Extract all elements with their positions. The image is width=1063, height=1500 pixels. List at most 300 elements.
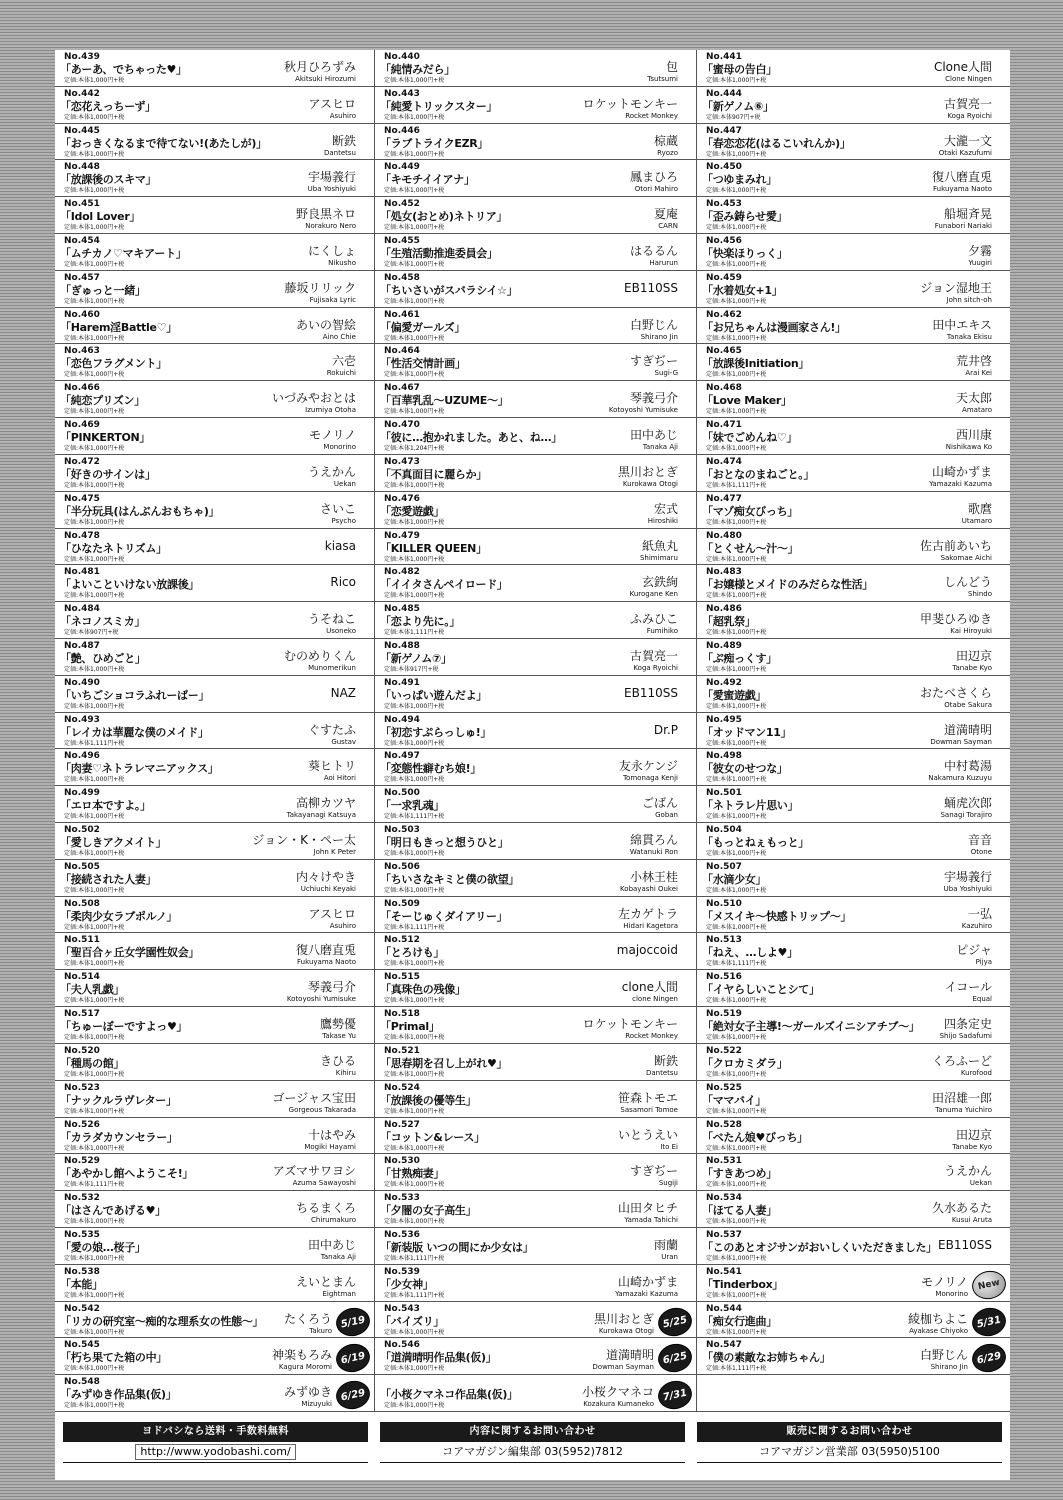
book-entry — [375, 713, 697, 750]
book-price: 定価:本体1,000円+税 — [706, 518, 767, 526]
book-entry — [375, 308, 697, 345]
book-author: 田中あじ — [307, 1237, 356, 1252]
book-price: 定価:本体1,111円+税 — [384, 923, 445, 931]
book-number: No.478 — [64, 530, 100, 541]
book-price: 定価:本体1,000円+税 — [384, 408, 445, 416]
book-price: 定価:本体907円+税 — [706, 113, 761, 121]
book-entry — [375, 1191, 697, 1228]
book-author-romaji: Rocket Monkey — [625, 111, 678, 120]
book-author: 山崎かずま — [931, 464, 992, 479]
book-author-romaji: Ayakase Chiyoko — [909, 1326, 968, 1335]
book-author-romaji: Watanuki Ron — [629, 848, 678, 857]
book-price: 定価:本体1,000円+税 — [64, 555, 125, 563]
book-number: No.502 — [64, 825, 100, 836]
book-author-romaji: Tomonaga Kenji — [622, 774, 678, 783]
book-number: No.534 — [706, 1193, 742, 1204]
book-author-romaji: Yamazaki Kazuma — [615, 1289, 678, 1298]
book-entry — [55, 602, 375, 639]
yodobashi-url-line — [63, 1442, 368, 1463]
book-number: No.480 — [706, 530, 742, 541]
book-number: No.449 — [384, 162, 420, 173]
book-entry — [375, 160, 697, 197]
book-author: 田沼雄一郎 — [931, 1090, 992, 1105]
book-entry — [697, 1228, 1010, 1265]
book-author-romaji: Asuhiro — [329, 111, 356, 120]
book-author-romaji: Izumiya Otoha — [305, 406, 356, 415]
book-title: 「エロ本ですよ。」 — [60, 799, 151, 813]
book-entry — [375, 197, 697, 234]
book-title: 「愛しきアクメイト」 — [60, 836, 167, 850]
book-entry — [375, 860, 697, 897]
book-entry — [55, 1044, 375, 1081]
book-entry — [375, 786, 697, 823]
book-author-romaji: Ito Ei — [660, 1142, 678, 1151]
book-author: ゴージャス宝田 — [272, 1090, 356, 1105]
book-price: 定価:本体1,000円+税 — [384, 297, 445, 305]
book-author: 歌麿 — [967, 501, 992, 516]
book-price: 定価:本体1,000円+税 — [384, 702, 445, 710]
book-price: 定価:本体1,000円+税 — [64, 334, 125, 342]
book-price: 定価:本体1,000円+税 — [64, 297, 125, 305]
book-number: No.538 — [64, 1266, 100, 1277]
book-title: 「ひなたネトリズム」 — [60, 541, 167, 555]
book-entry — [375, 970, 697, 1007]
book-number: No.482 — [384, 567, 420, 578]
book-author: いづみやおとは — [271, 391, 356, 406]
book-number: No.464 — [384, 346, 420, 357]
book-price: 定価:本体1,000円+税 — [384, 481, 445, 489]
book-number: No.521 — [384, 1045, 420, 1056]
book-number: No.516 — [706, 972, 742, 983]
book-number: No.532 — [64, 1193, 100, 1204]
book-author: 綿貫ろん — [629, 833, 678, 848]
book-author-romaji: Clone Ningen — [945, 75, 992, 83]
book-author: majoccoid — [616, 943, 678, 958]
book-number: No.547 — [706, 1340, 742, 1351]
book-author: えいとまん — [295, 1274, 356, 1289]
book-author: 小桜クマネコ — [581, 1385, 654, 1400]
book-title: 「あーあ、でちゃった♥」 — [60, 63, 187, 76]
book-entry — [697, 455, 1010, 492]
book-author-romaji: Fukuyama Naoto — [933, 185, 992, 194]
book-author: アスヒロ — [308, 96, 356, 111]
book-author-romaji: Arai Kei — [965, 369, 992, 378]
book-entry — [55, 1081, 375, 1118]
book-entry — [55, 565, 375, 602]
book-price: 定価:本体1,000円+税 — [64, 187, 125, 195]
book-number: No.463 — [64, 346, 100, 357]
book-title: 「純恋プリズン」 — [60, 394, 145, 408]
book-entry — [375, 749, 697, 786]
book-author-romaji: Funabori Nariaki — [934, 222, 992, 231]
book-author-romaji: Tanabe Kyo — [952, 1142, 992, 1151]
book-author: 大瀧一文 — [943, 133, 992, 148]
book-title: 「恋愛遊戯」 — [380, 504, 445, 518]
release-date-badge: 7/31 — [655, 1378, 694, 1412]
book-author-romaji: Koga Ryoichi — [947, 111, 992, 120]
book-number: No.542 — [64, 1303, 100, 1314]
book-price: 定価:本体1,111円+税 — [64, 1181, 125, 1189]
book-entry — [375, 492, 697, 529]
book-number: No.529 — [64, 1156, 100, 1167]
book-author: 山崎かずま — [617, 1274, 678, 1289]
book-entry — [375, 271, 697, 308]
book-author-romaji: Chirumakuro — [311, 1216, 356, 1225]
book-number: No.456 — [706, 236, 742, 247]
book-title: 「聖百合ヶ丘女学園性奴会」 — [60, 946, 200, 960]
yodobashi-label: ヨドバシなら送料・手数料無料 — [63, 1422, 368, 1442]
book-title: 「不真面目に麗らか」 — [380, 467, 487, 481]
book-entry — [55, 308, 375, 345]
book-entry — [375, 1265, 697, 1302]
book-author: 宇場義行 — [943, 869, 992, 884]
book-number: No.510 — [706, 898, 742, 909]
book-entry — [375, 50, 697, 87]
book-title: 「そーじゅくダイアリー」 — [380, 909, 508, 923]
book-title: 「KILLER QUEEN」 — [380, 541, 487, 555]
book-author-romaji: Uchiuchi Keyaki — [300, 884, 356, 893]
book-entry — [697, 565, 1010, 602]
book-title: 「好きのサインは」 — [60, 467, 156, 481]
book-entry — [55, 897, 375, 934]
book-price: 定価:本体1,111円+税 — [706, 481, 767, 489]
book-author: 断鉄 — [653, 1053, 678, 1068]
book-author-romaji: Rocket Monkey — [625, 1032, 678, 1041]
book-author-romaji: Monorino — [935, 1289, 968, 1298]
book-author-romaji: Psycho — [331, 516, 356, 525]
book-title: 「べたん娘♥びっち」 — [702, 1130, 808, 1144]
book-title: 「よいこといけない放課後」 — [60, 578, 200, 592]
book-author-romaji: Monorino — [323, 443, 356, 452]
book-author-romaji: Takuro — [309, 1326, 332, 1335]
book-author: Rico — [330, 575, 356, 590]
book-entry — [55, 418, 375, 455]
book-price: 定価:本体1,000円+税 — [384, 113, 445, 121]
book-number: No.530 — [384, 1156, 420, 1167]
book-price: 定価:本体1,000円+税 — [706, 702, 767, 710]
book-entry — [697, 344, 1010, 381]
book-author: 黒川おとぎ — [593, 1311, 654, 1326]
book-number: No.509 — [384, 898, 420, 909]
book-number: No.484 — [64, 604, 100, 615]
book-author-romaji: Ryozo — [657, 148, 678, 157]
book-title: 「変態性癖むち娘!」 — [380, 762, 482, 776]
book-author: 高柳カツヤ — [295, 796, 356, 811]
book-title: 「Tinderbox」 — [702, 1277, 784, 1291]
book-number: No.520 — [64, 1045, 100, 1056]
book-entry — [375, 933, 697, 970]
book-entry — [55, 529, 375, 566]
book-list-grid — [55, 50, 1010, 1412]
book-number: No.444 — [706, 88, 742, 99]
book-author: すぎぢー — [629, 1164, 678, 1179]
book-author: 野良黒ネロ — [295, 207, 356, 222]
book-title: 「絶対女子主導!～ガールズイニシアチブ～」 — [702, 1020, 920, 1034]
book-entry — [697, 381, 1010, 418]
book-price: 定価:本体1,000円+税 — [706, 445, 767, 453]
book-author: さいこ — [319, 501, 356, 516]
book-author: うえかん — [943, 1164, 992, 1179]
book-title: 「イヤらしいことシて」 — [702, 983, 820, 997]
book-title: 「クロカミダラ」 — [702, 1056, 788, 1070]
book-number: No.524 — [384, 1082, 420, 1093]
book-author: 夕霧 — [967, 244, 992, 259]
book-author: すぎぢー — [629, 354, 678, 369]
book-author: 宏式 — [653, 501, 678, 516]
book-price: 定価:本体1,000円+税 — [384, 1365, 445, 1373]
book-author-romaji: Harurun — [649, 259, 678, 268]
book-entry — [375, 565, 697, 602]
book-author-romaji: Aoi Hitori — [323, 774, 356, 783]
book-author: モノリノ — [921, 1274, 968, 1289]
book-author: Dr.P — [653, 722, 678, 737]
book-author: ロケットモンキー — [582, 96, 678, 111]
book-number: No.501 — [706, 788, 742, 799]
book-title: 「本能」 — [60, 1277, 103, 1291]
book-price: 定価:本体1,000円+税 — [64, 1291, 125, 1299]
book-author-romaji: Kurokawa Otogi — [622, 479, 678, 488]
book-price: 定価:本体1,000円+税 — [706, 1070, 767, 1078]
book-price: 定価:本体1,000円+税 — [64, 518, 125, 526]
book-price: 定価:本体1,000円+税 — [64, 1107, 125, 1115]
book-entry — [375, 1154, 697, 1191]
book-number: No.487 — [64, 640, 100, 651]
book-entry — [697, 786, 1010, 823]
book-number: No.457 — [64, 272, 100, 283]
book-title: 「すきあつめ」 — [702, 1167, 777, 1181]
book-author: 荒井啓 — [955, 354, 992, 369]
book-price: 定価:本体1,000円+税 — [384, 960, 445, 968]
book-price: 定価:本体1,000円+税 — [706, 1107, 767, 1115]
book-title: 「ちいさいがスバラシイ☆」 — [380, 283, 518, 297]
book-price: 定価:本体1,000円+税 — [64, 813, 125, 821]
book-title: 「オッドマン11」 — [702, 725, 792, 739]
book-price: 定価:本体1,000円+税 — [64, 1218, 125, 1226]
book-price: 定価:本体1,000円+税 — [64, 1402, 125, 1410]
book-price: 定価:本体1,000円+税 — [64, 1365, 125, 1373]
book-price: 定価:本体1,000円+税 — [64, 960, 125, 968]
book-entry — [375, 234, 697, 271]
book-price: 定価:本体1,000円+税 — [384, 334, 445, 342]
book-price: 定価:本体1,000円+税 — [64, 850, 125, 858]
book-title: 「とろけも」 — [380, 946, 445, 960]
book-number: No.467 — [384, 383, 420, 394]
book-author-romaji: Koga Ryoichi — [633, 663, 678, 672]
book-author: 田辺京 — [955, 648, 992, 663]
book-author-romaji: Kurokawa Otogi — [598, 1326, 654, 1335]
book-entry — [55, 197, 375, 234]
book-price: 定価:本体1,000円+税 — [384, 1144, 445, 1152]
book-price: 定価:本体1,000円+税 — [64, 150, 125, 158]
book-number: No.442 — [64, 88, 100, 99]
book-entry — [55, 344, 375, 381]
book-author: ふみひこ — [629, 612, 678, 627]
book-author: 椋蔵 — [653, 133, 678, 148]
book-title: 「艶、ひめごと」 — [60, 651, 146, 665]
book-author: 白野じん — [629, 317, 678, 332]
book-title: 「いちごショコラふれーばー」 — [60, 688, 210, 702]
book-price: 定価:本体1,000円+税 — [64, 371, 125, 379]
book-author-romaji: clone Ningen — [632, 995, 678, 1004]
book-entry — [375, 1118, 697, 1155]
book-entry — [375, 1007, 697, 1044]
book-entry — [697, 897, 1010, 934]
book-author: ごばん — [641, 796, 678, 811]
book-author: EB110SS — [624, 685, 678, 700]
book-entry — [697, 492, 1010, 529]
book-title: 「肉妻♡ネトラレマニアックス」 — [60, 762, 219, 776]
book-price: 定価:本体1,204円+税 — [384, 445, 445, 453]
book-number: No.489 — [706, 640, 742, 651]
book-author: 道満晴明 — [943, 722, 992, 737]
book-number: No.548 — [64, 1377, 100, 1388]
book-number: No.439 — [64, 52, 100, 62]
book-number: No.514 — [64, 972, 100, 983]
book-title: 「生殖活動推進委員会」 — [380, 247, 498, 261]
book-author: うえかん — [307, 464, 356, 479]
book-number: No.492 — [706, 677, 742, 688]
book-price: 定価:本体1,111円+税 — [384, 629, 445, 637]
book-author-romaji: Fujisaka Lyric — [309, 295, 356, 304]
book-author-romaji: John K Peter — [313, 848, 356, 857]
book-author-romaji: Kozakura Kumaneko — [583, 1400, 654, 1409]
book-price: 定価:本体1,000円+税 — [706, 408, 767, 416]
book-author: 黒川おとぎ — [617, 464, 678, 479]
book-author-romaji: Tanaka Aji — [642, 443, 678, 452]
book-title: 「Primal」 — [380, 1020, 440, 1034]
book-entry — [697, 1044, 1010, 1081]
book-author: 田中エキス — [932, 317, 992, 332]
book-number: No.493 — [64, 714, 100, 725]
book-author-romaji: Otori Mahiro — [634, 185, 678, 194]
book-entry — [697, 271, 1010, 308]
book-author: みずゆき — [283, 1385, 332, 1400]
book-title: 「水滴少女」 — [702, 872, 767, 886]
book-author: ロケットモンキー — [582, 1017, 678, 1032]
book-title: 「新ゲノム⑥」 — [702, 99, 774, 113]
book-author: 古賀亮一 — [943, 96, 992, 111]
book-author-romaji: Yuugiri — [968, 259, 992, 268]
book-entry — [375, 676, 697, 713]
book-entry — [375, 1302, 697, 1339]
book-price: 定価:本体1,000円+税 — [706, 997, 767, 1005]
book-title: 「愛の娘…桜子」 — [60, 1240, 146, 1254]
book-entry — [55, 87, 375, 124]
book-author: 白野じん — [919, 1348, 968, 1363]
book-price: 定価:本体1,000円+税 — [384, 224, 445, 232]
book-price: 定価:本体1,000円+税 — [64, 665, 125, 673]
book-author: 道満晴明 — [605, 1348, 654, 1363]
book-author-romaji: Kurogane Ken — [629, 590, 678, 599]
book-price: 定価:本体1,111円+税 — [64, 739, 125, 747]
book-title: 「愛蜜遊戯」 — [702, 688, 767, 702]
book-title: 「バイズリ」 — [380, 1314, 445, 1328]
yodobashi-url-link[interactable]: http://www.yodobashi.com/ — [135, 1444, 295, 1460]
book-title: 「ぷ痴っくす」 — [702, 651, 777, 665]
book-number: No.471 — [706, 420, 742, 431]
book-author: 田中あじ — [629, 428, 678, 443]
book-number: No.445 — [64, 125, 100, 136]
book-title: 「マゾ痴女びっち」 — [702, 504, 798, 518]
book-price: 定価:本体1,000円+税 — [706, 592, 767, 600]
book-price: 定価:本体1,000円+税 — [706, 1254, 767, 1262]
book-entry — [697, 308, 1010, 345]
book-author: きひる — [319, 1053, 356, 1068]
book-price: 定価:本体1,000円+税 — [64, 445, 125, 453]
book-author: ジョン・K・ペー太 — [252, 833, 356, 848]
book-author: 包 — [665, 60, 678, 74]
book-author-romaji: Kotoyoshi Yumisuke — [608, 406, 678, 415]
book-entry — [697, 50, 1010, 87]
book-price: 定価:本体1,000円+税 — [384, 1218, 445, 1226]
book-title: 「恋より先に。」 — [380, 615, 461, 629]
book-number: No.500 — [384, 788, 420, 799]
book-author: くろふーど — [931, 1053, 992, 1068]
book-number: No.506 — [384, 861, 420, 872]
book-entry — [55, 50, 375, 87]
book-author-romaji: Norakuro Nero — [305, 222, 356, 231]
book-author-romaji: Tanuma Yuichiro — [935, 1105, 992, 1114]
footer — [55, 1414, 1010, 1480]
book-author: 小林王桂 — [629, 869, 678, 884]
book-author: おたべさくら — [919, 685, 992, 700]
book-title: 「道満晴明作品集(仮)」 — [380, 1351, 497, 1365]
book-author-romaji: Dowman Sayman — [592, 1363, 654, 1372]
book-entry — [55, 492, 375, 529]
book-title: 「純情みだら」 — [380, 63, 455, 76]
book-number: No.458 — [384, 272, 420, 283]
book-price: 定価:本体1,000円+税 — [384, 1181, 445, 1189]
book-price: 定価:本体1,000円+税 — [64, 408, 125, 416]
book-price: 定価:本体1,000円+税 — [706, 850, 767, 858]
book-title: 「超乳祭」 — [702, 615, 756, 629]
book-price: 定価:本体1,111円+税 — [384, 1254, 445, 1262]
book-title: 「痴女行進曲」 — [702, 1314, 777, 1328]
book-number: No.508 — [64, 898, 100, 909]
book-author: イコール — [944, 980, 992, 995]
book-price: 定価:本体1,000円+税 — [64, 702, 125, 710]
book-entry — [697, 197, 1010, 234]
book-number: No.531 — [706, 1156, 742, 1167]
book-number: No.472 — [64, 456, 100, 467]
book-title: 「ねえ、…しよ♥」 — [702, 946, 798, 960]
release-date-badge: 5/31 — [969, 1304, 1008, 1338]
book-author: むのめりくん — [283, 648, 356, 663]
book-author-romaji: Munomerikun — [308, 663, 356, 672]
book-number: No.454 — [64, 236, 100, 247]
book-author-romaji: Mogiki Hayami — [304, 1142, 356, 1151]
book-price: 定価:本体1,000円+税 — [384, 1070, 445, 1078]
book-author-romaji: Dowman Sayman — [930, 737, 992, 746]
book-author: 秋月ひろずみ — [283, 60, 356, 74]
book-entry — [697, 602, 1010, 639]
book-title: 「新装版 いつの間にか少女は」 — [380, 1240, 534, 1254]
book-entry — [697, 823, 1010, 860]
book-number: No.440 — [384, 52, 420, 62]
book-price: 定価:本体1,000円+税 — [706, 1034, 767, 1042]
book-entry — [697, 1081, 1010, 1118]
book-entry — [375, 1044, 697, 1081]
book-number: No.451 — [64, 199, 100, 210]
book-price: 定価:本体1,000円+税 — [706, 555, 767, 563]
book-entry — [697, 1007, 1010, 1044]
book-author-romaji: Kotoyoshi Yumisuke — [286, 995, 356, 1004]
book-entry — [697, 234, 1010, 271]
book-entry — [55, 823, 375, 860]
book-author: しんどう — [943, 575, 992, 590]
book-price: 定価:本体1,000円+税 — [384, 518, 445, 526]
book-author-romaji: Usoneko — [326, 627, 356, 636]
